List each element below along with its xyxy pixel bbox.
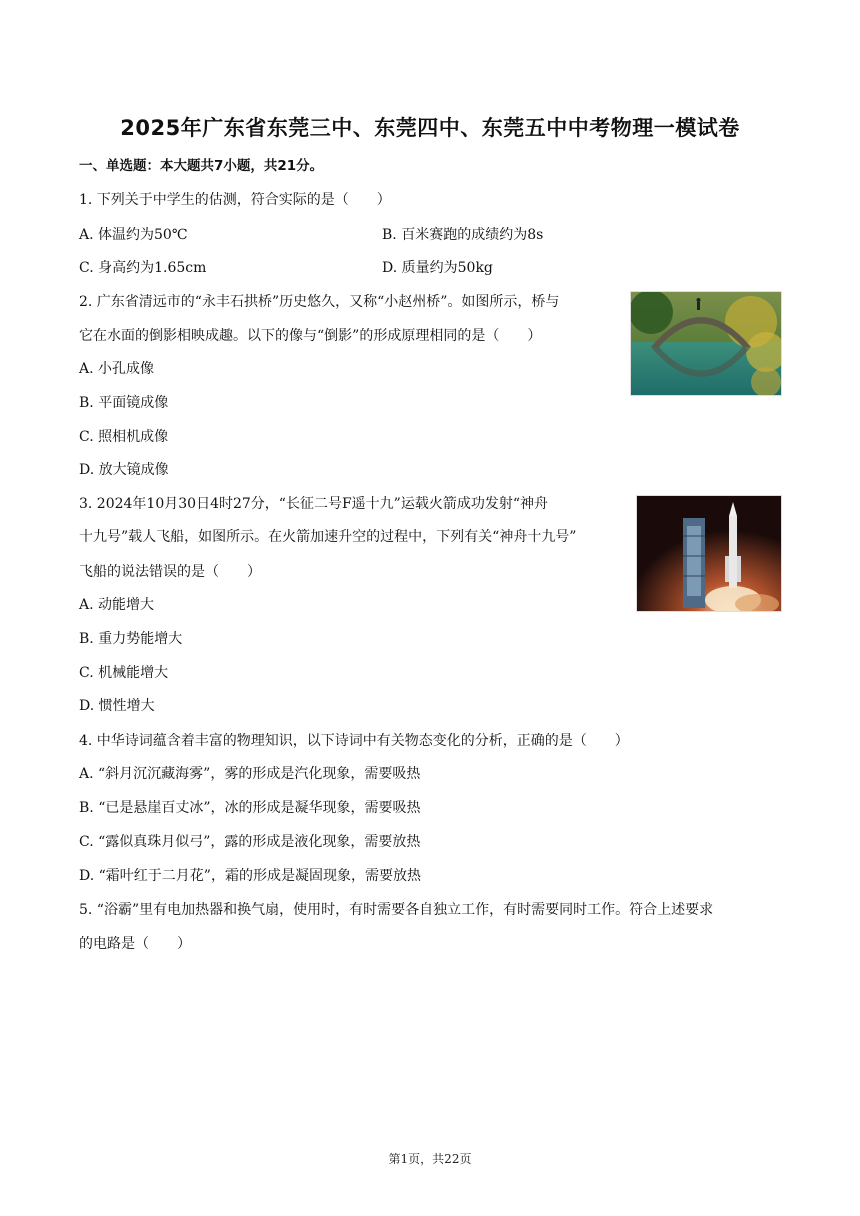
q2-option-c: C. 照相机成像	[79, 429, 169, 445]
exam-title: 2025年广东省东莞三中、东莞四中、东莞五中中考物理一模试卷	[120, 116, 740, 140]
q5-stem-line1: 5. “浴霸”里有电加热器和换气扇，使用时，有时需要各自独立工作，有时需要同时工作。符合上述要求	[79, 902, 714, 918]
page-footer: 第1页，共22页	[388, 1152, 472, 1166]
q2-option-b: B. 平面镜成像	[79, 395, 169, 411]
q2-option-d: D. 放大镜成像	[79, 462, 169, 478]
q3-stem-line3: 飞船的说法错误的是（ ）	[79, 564, 261, 580]
q3-option-a: A. 动能增大	[79, 597, 155, 613]
q2-stem-line1: 2. 广东省清远市的“永丰石拱桥”历史悠久，又称“小赵州桥”。如图所示，桥与	[79, 294, 560, 310]
rocket-photo-drawing	[637, 496, 781, 611]
q1-stem: 1. 下列关于中学生的估测，符合实际的是（ ）	[79, 192, 391, 208]
q4-stem: 4. 中华诗词蕴含着丰富的物理知识，以下诗词中有关物态变化的分析，正确的是（ ）	[79, 733, 629, 749]
q1-option-d: D. 质量约为50kg	[382, 260, 493, 276]
q3-option-d: D. 惯性增大	[79, 698, 155, 714]
q2-stem-line2: 它在水面的倒影相映成趣。以下的像与“倒影”的形成原理相同的是（ ）	[79, 328, 542, 344]
q3-option-c: C. 机械能增大	[79, 665, 169, 681]
bridge-photo-drawing	[631, 292, 781, 395]
q1-option-b: B. 百米赛跑的成绩约为8s	[382, 227, 544, 243]
q4-option-c: C. “露似真珠月似弓”，露的形成是液化现象，需要放热	[79, 834, 421, 850]
q1-option-c: C. 身高约为1.65cm	[79, 260, 207, 276]
q3-stem-line1: 3. 2024年10月30日4时27分，“长征二号F遥十九”运载火箭成功发射“神舟	[79, 496, 548, 512]
q4-option-b: B. “已是悬崖百丈冰”，冰的形成是凝华现象，需要吸热	[79, 800, 421, 816]
bridge-image	[630, 291, 782, 396]
q3-option-b: B. 重力势能增大	[79, 631, 183, 647]
q3-stem-line2: 十九号”载人飞船，如图所示。在火箭加速升空的过程中，下列有关“神舟十九号”	[79, 529, 577, 545]
q2-option-a: A. 小孔成像	[79, 361, 155, 377]
rocket-image	[636, 495, 782, 612]
q1-option-a: A. 体温约为50℃	[79, 227, 188, 243]
q4-option-a: A. “斜月沉沉藏海雾”，雾的形成是汽化现象，需要吸热	[79, 766, 421, 782]
q5-stem-line2: 的电路是（ ）	[79, 936, 191, 952]
q4-option-d: D. “霜叶红于二月花”，霜的形成是凝固现象，需要放热	[79, 868, 421, 884]
section-heading: 一、单选题：本大题共7小题，共21分。	[79, 158, 324, 174]
